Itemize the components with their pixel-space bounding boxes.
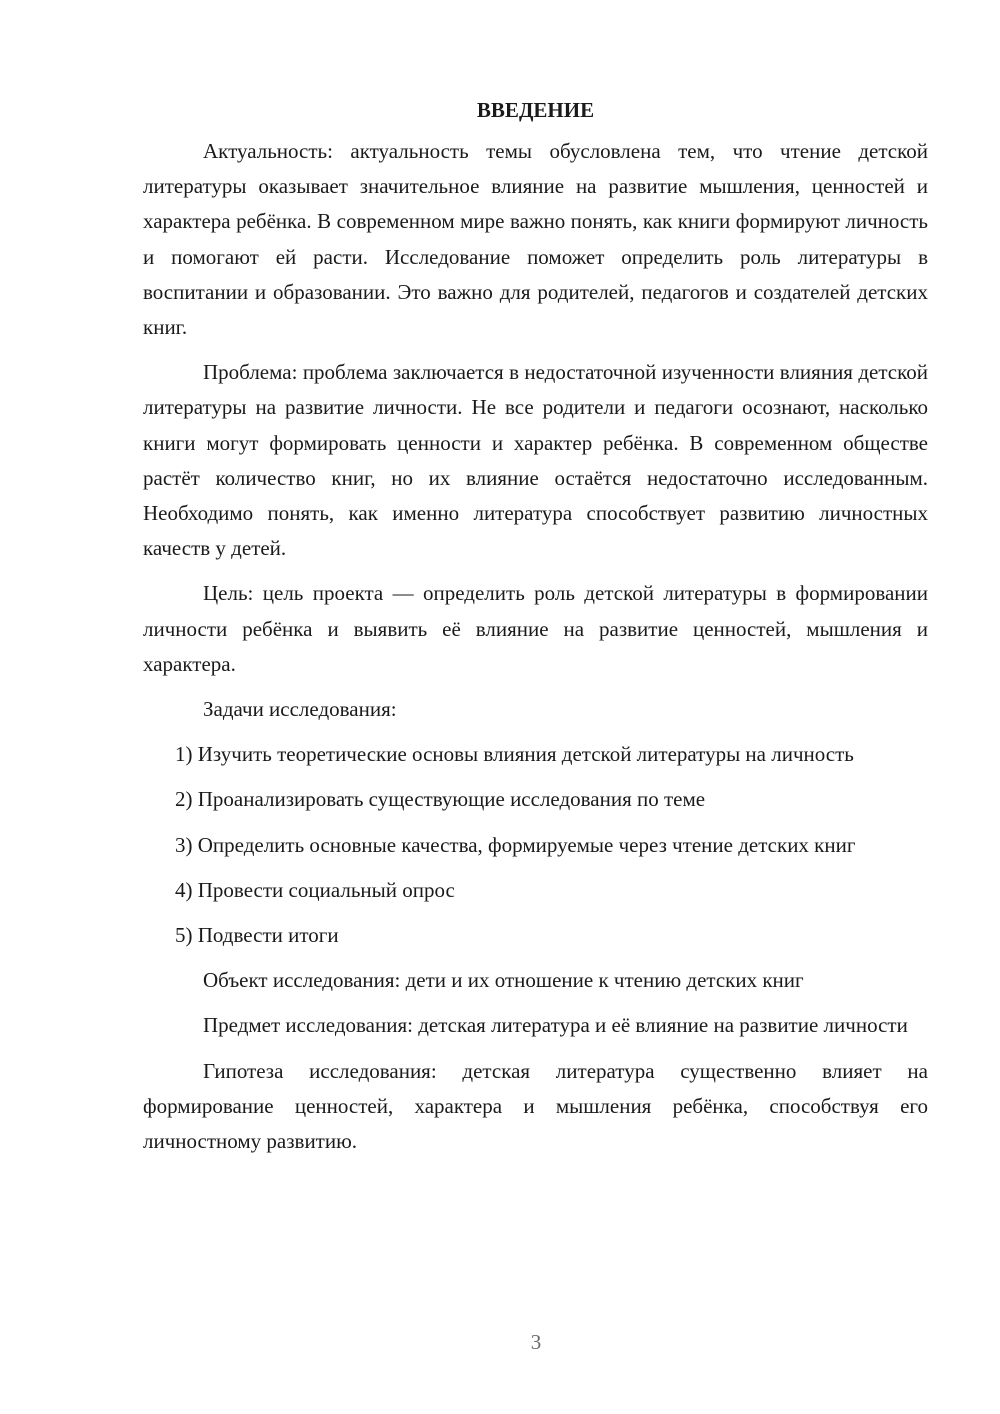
object-paragraph: Объект исследования: дети и их отношение к чтению детских книг [203,968,804,993]
problem-paragraph: Проблема: проблема заключается в недостаточной изученности влияния детской литературы на развитие личности. Не все родители и педагоги осознают, насколько книги могут формировать ценности и характер ребёнка. В современном обществе растёт количество книг, но их влияние остаётся недостаточно исследованным. Необходимо понять, как именно литература способствует развитию личностных качеств у детей. [143,360,928,561]
tasks-heading: Задачи исследования: [203,697,397,722]
document-page [143,92,928,1169]
relevance-paragraph: Актуальность: актуальность темы обусловлена тем, что чтение детской литературы оказывает значительное влияние на развитие мышления, ценностей и характера ребёнка. В современном мире важно понять, как книги формируют личность и помогают ей расти. Исследование поможет определить роль литературы в воспитании и образовании. Это важно для родителей, педагогов и создателей детских книг. [143,139,928,340]
task-item: 2) Проанализировать существующие исследования по теме [175,787,706,812]
page-title: ВВЕДЕНИЕ [476,98,595,122]
subject-paragraph: Предмет исследования: детская литература и её влияние на развитие личности [203,1013,908,1038]
goal-paragraph: Цель: цель проекта — определить роль детской литературы в формировании личности ребёнка и выявить её влияние на развитие ценностей, мышления и характера. [143,581,928,676]
page-number: 3 [530,1330,542,1354]
task-item: 3) Определить основные качества, формируемые через чтение детских книг [175,832,856,857]
task-item: 5) Подвести итоги [175,923,339,948]
task-item: 4) Провести социальный опрос [175,877,455,902]
hypothesis-paragraph: Гипотеза исследования: детская литература существенно влияет на формирование ценностей, характера и мышления ребёнка, способствуя его личностному развитию. [143,1058,928,1154]
task-item: 1) Изучить теоретические основы влияния детской литературы на личность [175,742,854,767]
